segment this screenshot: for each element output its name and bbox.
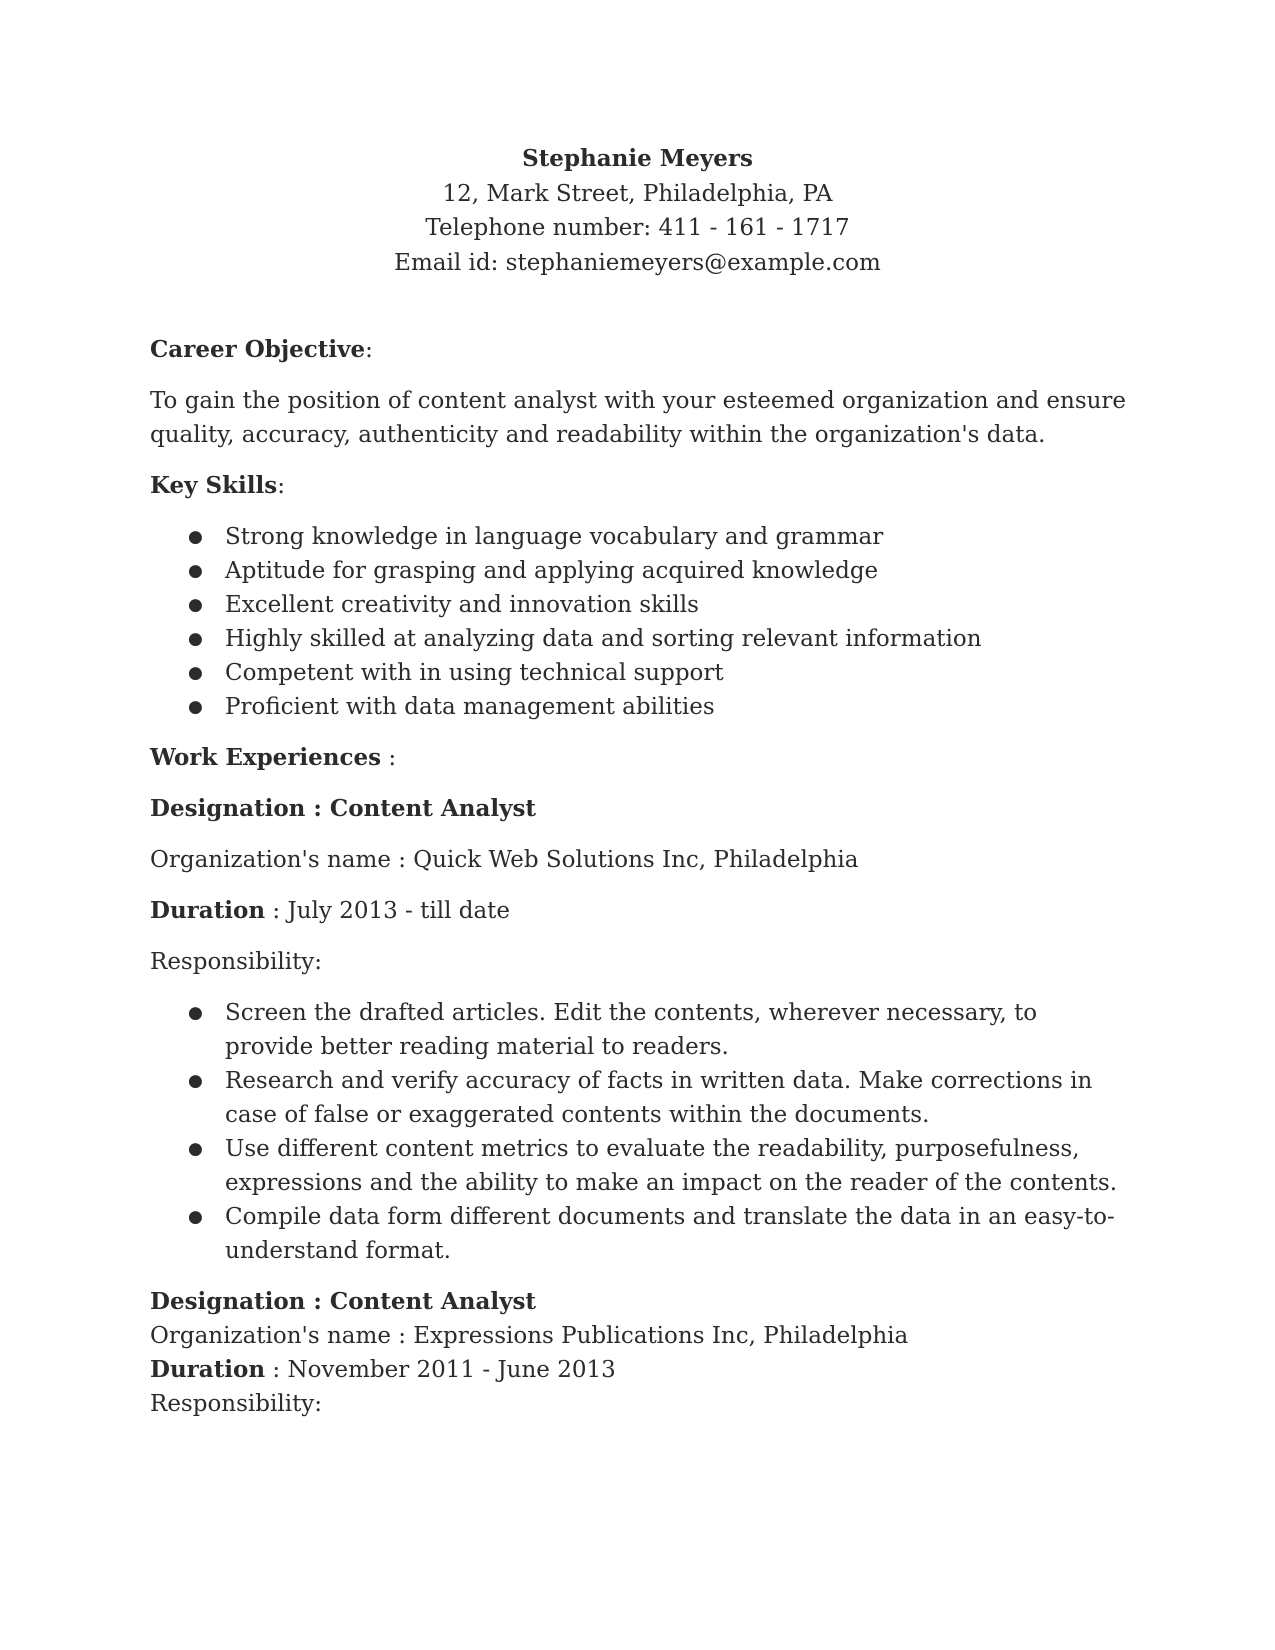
work-experiences-title: Work Experiences — [150, 744, 382, 771]
responsibility-item: ● Research and verify accuracy of facts in written data. Make corrections in case of false or exaggerated contents within the documents. — [150, 1064, 1130, 1132]
duration-value: : July 2013 - till date — [265, 898, 511, 924]
career-objective-title: Career Objective — [150, 336, 366, 363]
resume-body — [150, 333, 1130, 1421]
address-line: 12, Mark Street, Philadelphia, PA — [442, 180, 833, 207]
duration-value: : November 2011 - June 2013 — [265, 1357, 616, 1383]
job-duration — [150, 894, 1130, 928]
skill-item: ● Strong knowledge in language vocabulary and grammar — [150, 520, 1130, 554]
responsibility-item: ● Use different content metrics to evaluate the readability, purposefulness, expressions and the ability to make an impact on the reader of the contents. — [150, 1132, 1130, 1200]
responsibility-label: Responsibility: — [150, 949, 323, 975]
job-designation: Designation : Content Analyst — [150, 1288, 537, 1315]
responsibility-item: ● Compile data form different documents and translate the data in an easy-to-understand format. — [150, 1200, 1130, 1268]
skill-item: ● Excellent creativity and innovation skills — [150, 588, 1130, 622]
job-duration — [150, 1353, 1130, 1387]
responsibility-item: ● Screen the drafted articles. Edit the contents, wherever necessary, to provide better reading material to readers. — [150, 996, 1130, 1064]
candidate-name: Stephanie Meyers — [522, 145, 753, 172]
responsibility-list — [150, 996, 1130, 1268]
key-skills-heading — [150, 469, 1130, 503]
key-skills-list — [150, 520, 1130, 724]
career-objective-heading — [150, 333, 1130, 367]
key-skills-colon: : — [277, 473, 285, 499]
contact-header — [0, 142, 1275, 280]
key-skills-title: Key Skills — [150, 472, 278, 499]
duration-label: Duration — [150, 897, 266, 924]
telephone-line: Telephone number: 411 - 161 - 1717 — [425, 215, 850, 241]
skill-item: ● Proficient with data management abilities — [150, 690, 1130, 724]
career-objective-text: To gain the position of content analyst with your esteemed organization and ensure quality, accuracy, authenticity and readability within the organization's data. — [150, 388, 1127, 448]
career-objective-colon: : — [365, 337, 373, 363]
skill-item: ● Aptitude for grasping and applying acquired knowledge — [150, 554, 1130, 588]
email-line: Email id: stephaniemeyers@example.com — [394, 249, 881, 276]
work-experiences-heading — [150, 741, 1130, 775]
skill-item: ● Highly skilled at analyzing data and sorting relevant information — [150, 622, 1130, 656]
job-organization: Organization's name : Quick Web Solutions Inc, Philadelphia — [150, 847, 859, 873]
job-designation: Designation : Content Analyst — [150, 795, 537, 822]
duration-label: Duration — [150, 1356, 266, 1383]
responsibility-label: Responsibility: — [150, 1391, 323, 1417]
job-organization: Organization's name : Expressions Publications Inc, Philadelphia — [150, 1323, 909, 1349]
work-experiences-colon: : — [381, 745, 397, 771]
skill-item: ● Competent with in using technical support — [150, 656, 1130, 690]
